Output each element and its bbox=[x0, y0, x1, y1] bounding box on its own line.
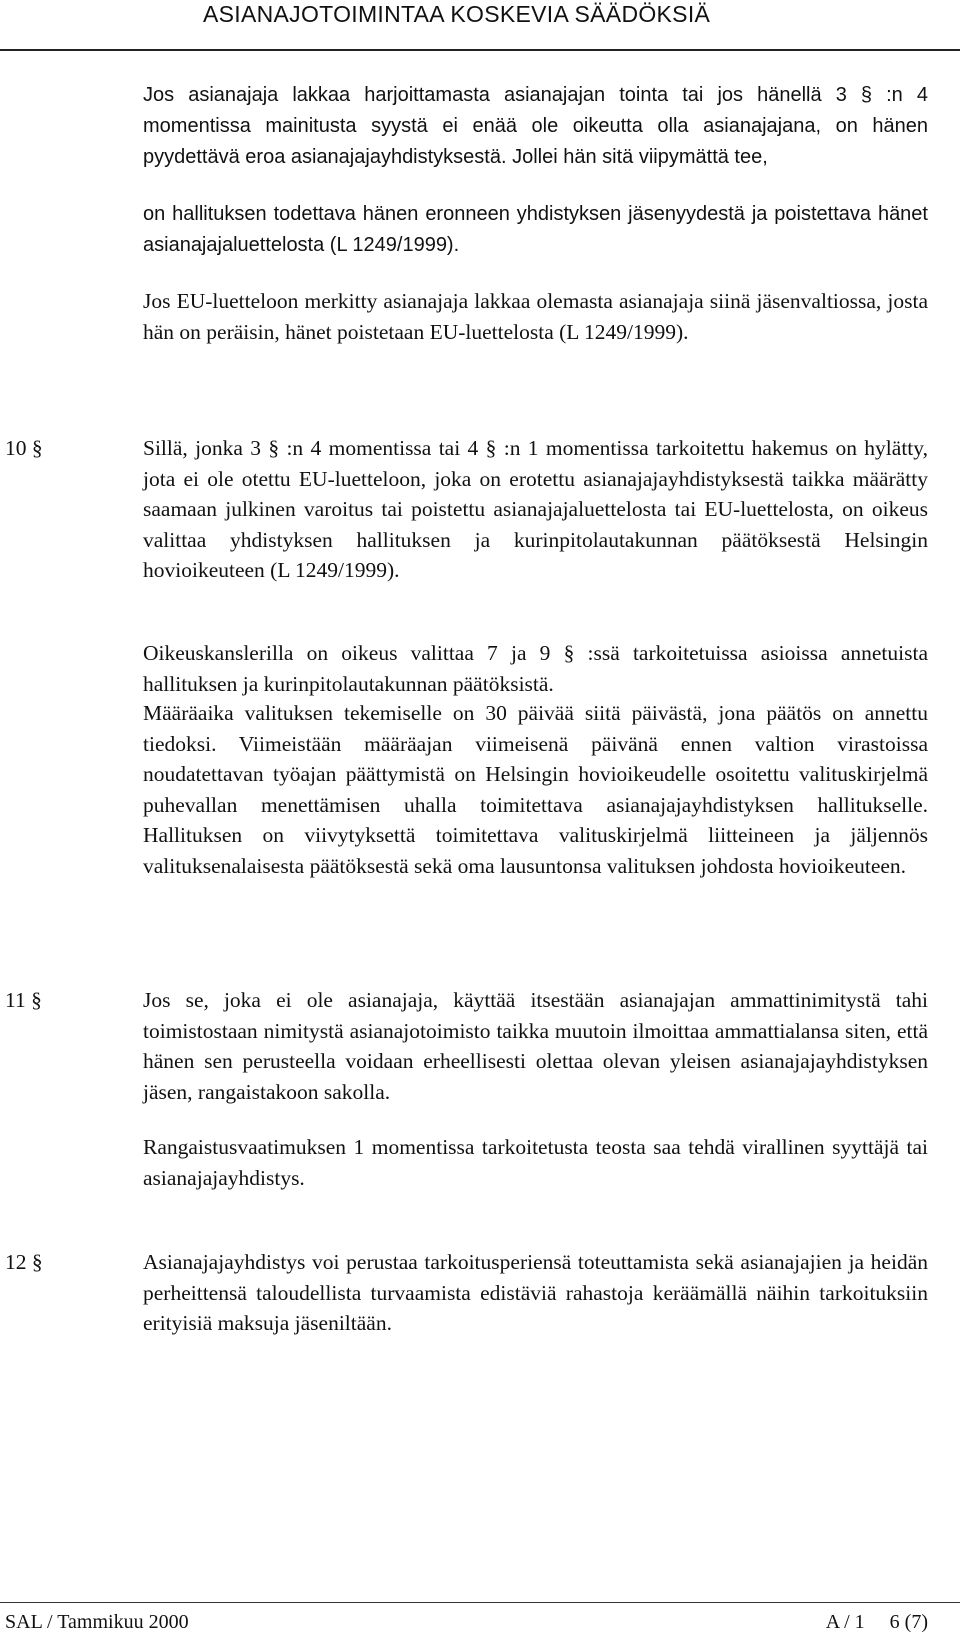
paragraph: Jos EU-luetteloon merkitty asianajaja lakkaa olemasta asianajaja siinä jäsenvaltiossa, josta hän on peräisin, hänet poistetaan EU-luettelosta (L 1249/1999). bbox=[143, 289, 928, 344]
paragraph: Sillä, jonka 3 § :n 4 momentissa tai 4 § :n 1 momentissa tarkoitettu hakemus on hylätty, jota ei ole otettu EU-luetteloon, joka on erotettu asianajajayhdistyksestä taikka määrätty saamaan julkinen varoitus tai poistettu asianajajaluettelosta tai EU-luettelosta, on oikeus valittaa yhdistyksen hallituksen ja kurinpitolautakunnan päätöksestä Helsingin hovioikeuteen (L 1249/1999). bbox=[143, 436, 928, 582]
paragraph: Asianajajayhdistys voi perustaa tarkoitusperiensä toteuttamista sekä asianajajien ja heidän perheittensä taloudellista turvaamista edistäviä rahastoja keräämällä näihin tarkoituksiin erityisiä maksuja jäseniltään. bbox=[143, 1250, 928, 1335]
paragraph: Määräaika valituksen tekemiselle on 30 päivää siitä päivästä, jona päätös on annettu tiedoksi. Viimeistään määräajan viimeisenä päivänä ennen valtion virastoissa noudatettavan työajan päättymistä on Helsingin hovioikeudelle osoitettu valituskirjelmä puhevallan menettämisen uhalla toimitettava asianajajayhdistyksen hallitukselle. Hallituksen on viivytyksettä toimitettava valituskirjelmä liitteineen ja jäljennös valituksenalaisesta päätöksestä sekä oma lausuntonsa valituksen johdosta hovioikeuteen. bbox=[143, 701, 928, 878]
section-number: 12 § bbox=[5, 1250, 43, 1274]
paragraph: Oikeuskanslerilla on oikeus valittaa 7 ja 9 § :ssä tarkoitetuissa asioissa annetuista hallituksen ja kurinpitolautakunnan päätöksistä. bbox=[143, 641, 928, 696]
paragraph: Jos se, joka ei ole asianajaja, käyttää itsestään asianajajan ammattinimitystä tahi toimistostaan nimitystä asianajotoimisto taikka muutoin ilmoittaa ammattialansa siten, että hänen sen perusteella voidaan erheellisesti olettaa olevan yleisen asianajajayhdistyksen jäsen, rangaistakoon sakolla. bbox=[143, 988, 928, 1104]
paragraph: Rangaistusvaatimuksen 1 momentissa tarkoitetusta teosta saa tehdä virallinen syyttäjä tai asianajajayhdistys. bbox=[143, 1135, 928, 1190]
footer-date: SAL / Tammikuu 2000 bbox=[5, 1611, 189, 1633]
document-title: ASIANAJOTOIMINTAA KOSKEVIA SÄÄDÖKSIÄ bbox=[203, 1, 711, 27]
footer-divider bbox=[0, 1602, 960, 1603]
header-divider bbox=[0, 49, 960, 51]
paragraph: Jos asianajaja lakkaa harjoittamasta asianajajan tointa tai jos hänellä 3 § :n 4 momentissa mainitusta syystä ei enää ole oikeutta olla asianajajana, on hänen pyydettävä eroa asianajajayhdistyksestä. Jollei hän sitä viipymättä tee, bbox=[143, 84, 928, 168]
footer-page-number: A / 1 6 (7) bbox=[825, 1611, 928, 1633]
section-number: 11 § bbox=[5, 988, 42, 1012]
page-footer bbox=[0, 1590, 960, 1638]
paragraph: on hallituksen todettava hänen eronneen yhdistyksen jäsenyydestä ja poistettava hänet asianajajaluettelosta (L 1249/1999). bbox=[143, 203, 928, 256]
page-header bbox=[0, 0, 960, 56]
section-number: 10 § bbox=[5, 436, 43, 460]
